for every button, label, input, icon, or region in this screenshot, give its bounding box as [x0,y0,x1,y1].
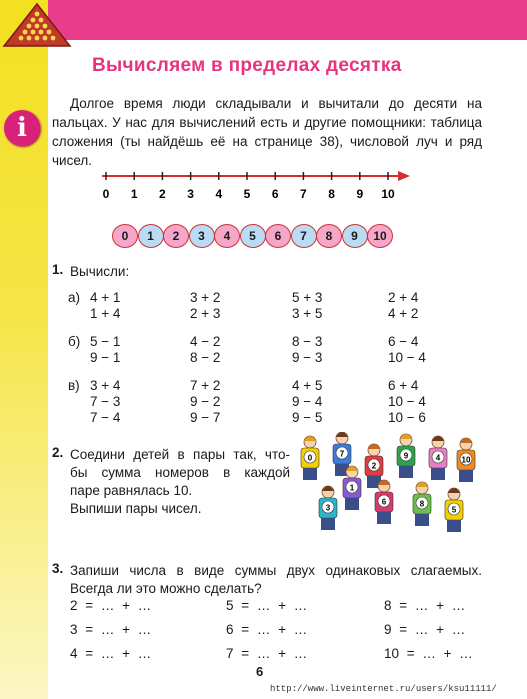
child-shirt-number: 5 [451,505,457,515]
task1-row-label: а) [68,290,81,305]
number-line-label: 3 [187,187,194,201]
number-line-label: 2 [159,187,166,201]
task1-expression: 3 + 4 [90,378,121,393]
task3-expression: 9 = … + … [384,622,466,637]
number-bead: 4 [214,224,240,248]
task2-line: Выпиши пары чисел. [70,501,202,516]
number-bead: 10 [367,224,393,248]
child-shirt-number: 4 [435,453,441,463]
child-figure [429,436,447,480]
child-shirt-number: 2 [371,461,377,471]
task1-expression: 5 − 1 [90,334,121,349]
number-bead: 7 [291,224,317,248]
task1-expression: 9 − 5 [292,410,323,425]
child-shirt-number: 9 [403,451,409,461]
task1-expression: 10 − 4 [388,394,426,409]
task3-expression: 8 = … + … [384,598,466,613]
task2-line: паре равнялась 10. [70,483,193,498]
task1-expression: 3 + 2 [190,290,221,305]
task3-expression: 4 = … + … [70,646,152,661]
task1-expression: 9 − 1 [90,350,121,365]
task1-expression: 9 − 2 [190,394,221,409]
task1-expression: 5 + 3 [292,290,323,305]
child-figure [397,434,415,478]
task1-expression: 4 + 2 [388,306,419,321]
task1-expression: 2 + 4 [388,290,419,305]
task1-row-label: в) [68,378,80,393]
children-illustration [298,432,488,542]
task3-line: Всегда ли это можно сделать? [70,581,262,596]
task1-expression: 8 − 2 [190,350,221,365]
child-figure [375,480,393,524]
number-bead: 6 [265,224,291,248]
side-stripe [0,0,48,699]
task1-expression: 6 − 4 [388,334,419,349]
task3-expression: 10 = … + … [384,646,473,661]
task2-line: бы сумма номеров в каждой [70,465,290,480]
task1-expression: 4 + 1 [90,290,121,305]
child-figure [413,482,431,526]
number-bead: 5 [240,224,266,248]
number-line-label: 6 [271,187,279,201]
footer-url: http://www.liveinternet.ru/users/ksu11111/ [270,684,497,694]
number-line-label: 5 [243,187,251,201]
task2-number: 2. [52,445,64,460]
number-line-label: 0 [102,187,110,201]
child-shirt-number: 8 [419,499,425,509]
child-shirt-number: 7 [339,449,345,459]
task1-expression: 9 − 7 [190,410,221,425]
task1-expression: 4 + 5 [292,378,323,393]
task1-expression: 9 − 4 [292,394,323,409]
task3-expression: 7 = … + … [226,646,308,661]
child-figure [301,436,319,480]
task1-expression: 2 + 3 [190,306,221,321]
task1-expression: 1 + 4 [90,306,121,321]
number-row-beads [112,224,392,250]
task1-expression: 10 − 6 [388,410,426,425]
number-line-label: 7 [300,187,307,201]
number-bead: 3 [189,224,215,248]
task1-expression: 10 − 4 [388,350,426,365]
task2-line: Соедини детей в пары так, что- [70,447,290,462]
number-line [92,168,412,204]
triangle-logo-icon [2,2,72,48]
child-shirt-number: 3 [325,503,331,513]
task3-number: 3. [52,561,64,576]
number-bead: 0 [112,224,138,248]
child-figure [457,438,475,482]
number-line-label: 1 [130,187,138,201]
task3-expression: 2 = … + … [70,598,152,613]
number-bead: 1 [138,224,164,248]
task1-expression: 6 + 4 [388,378,419,393]
task1-expression: 8 − 3 [292,334,323,349]
task1-expression: 9 − 3 [292,350,323,365]
number-line-label: 10 [381,187,395,201]
child-shirt-number: 6 [381,497,387,507]
intro-paragraph: Долгое время люди складывали и вычитали до десяти на пальцах. У нас для вычислений есть и другие помощники: таблица сложения (ты найдёшь её на странице 38), числовой луч и ряд чисел. [52,96,482,168]
number-line-label: 8 [328,187,335,201]
task3-expression: 6 = … + … [226,622,308,637]
task1-number: 1. [52,262,64,277]
page-number: 6 [256,664,264,679]
task1-expression: 7 + 2 [190,378,221,393]
task1-expression: 3 + 5 [292,306,323,321]
child-shirt-number: 1 [349,483,355,493]
number-bead: 9 [342,224,368,248]
child-shirt-number: 0 [307,453,313,463]
number-bead: 8 [316,224,342,248]
task1-expression: 7 − 3 [90,394,121,409]
page-title: Вычисляем в пределах десятка [92,55,402,76]
info-icon: i [4,110,40,146]
task3-expression: 3 = … + … [70,622,152,637]
child-shirt-number: 10 [461,455,471,465]
child-figure [445,488,463,532]
number-line-label: 4 [215,187,223,201]
header-band [48,0,527,40]
number-bead: 2 [163,224,189,248]
child-figure [343,466,361,510]
task1-expression: 7 − 4 [90,410,121,425]
task3-expression: 5 = … + … [226,598,308,613]
number-line-label: 9 [356,187,364,201]
task1-expression: 4 − 2 [190,334,221,349]
task1-row-label: б) [68,334,81,349]
task1-text: Вычисли: [70,264,130,279]
child-figure [319,486,337,530]
task3-line: Запиши числа в виде суммы двух одинаковых слагаемых. [70,563,482,578]
